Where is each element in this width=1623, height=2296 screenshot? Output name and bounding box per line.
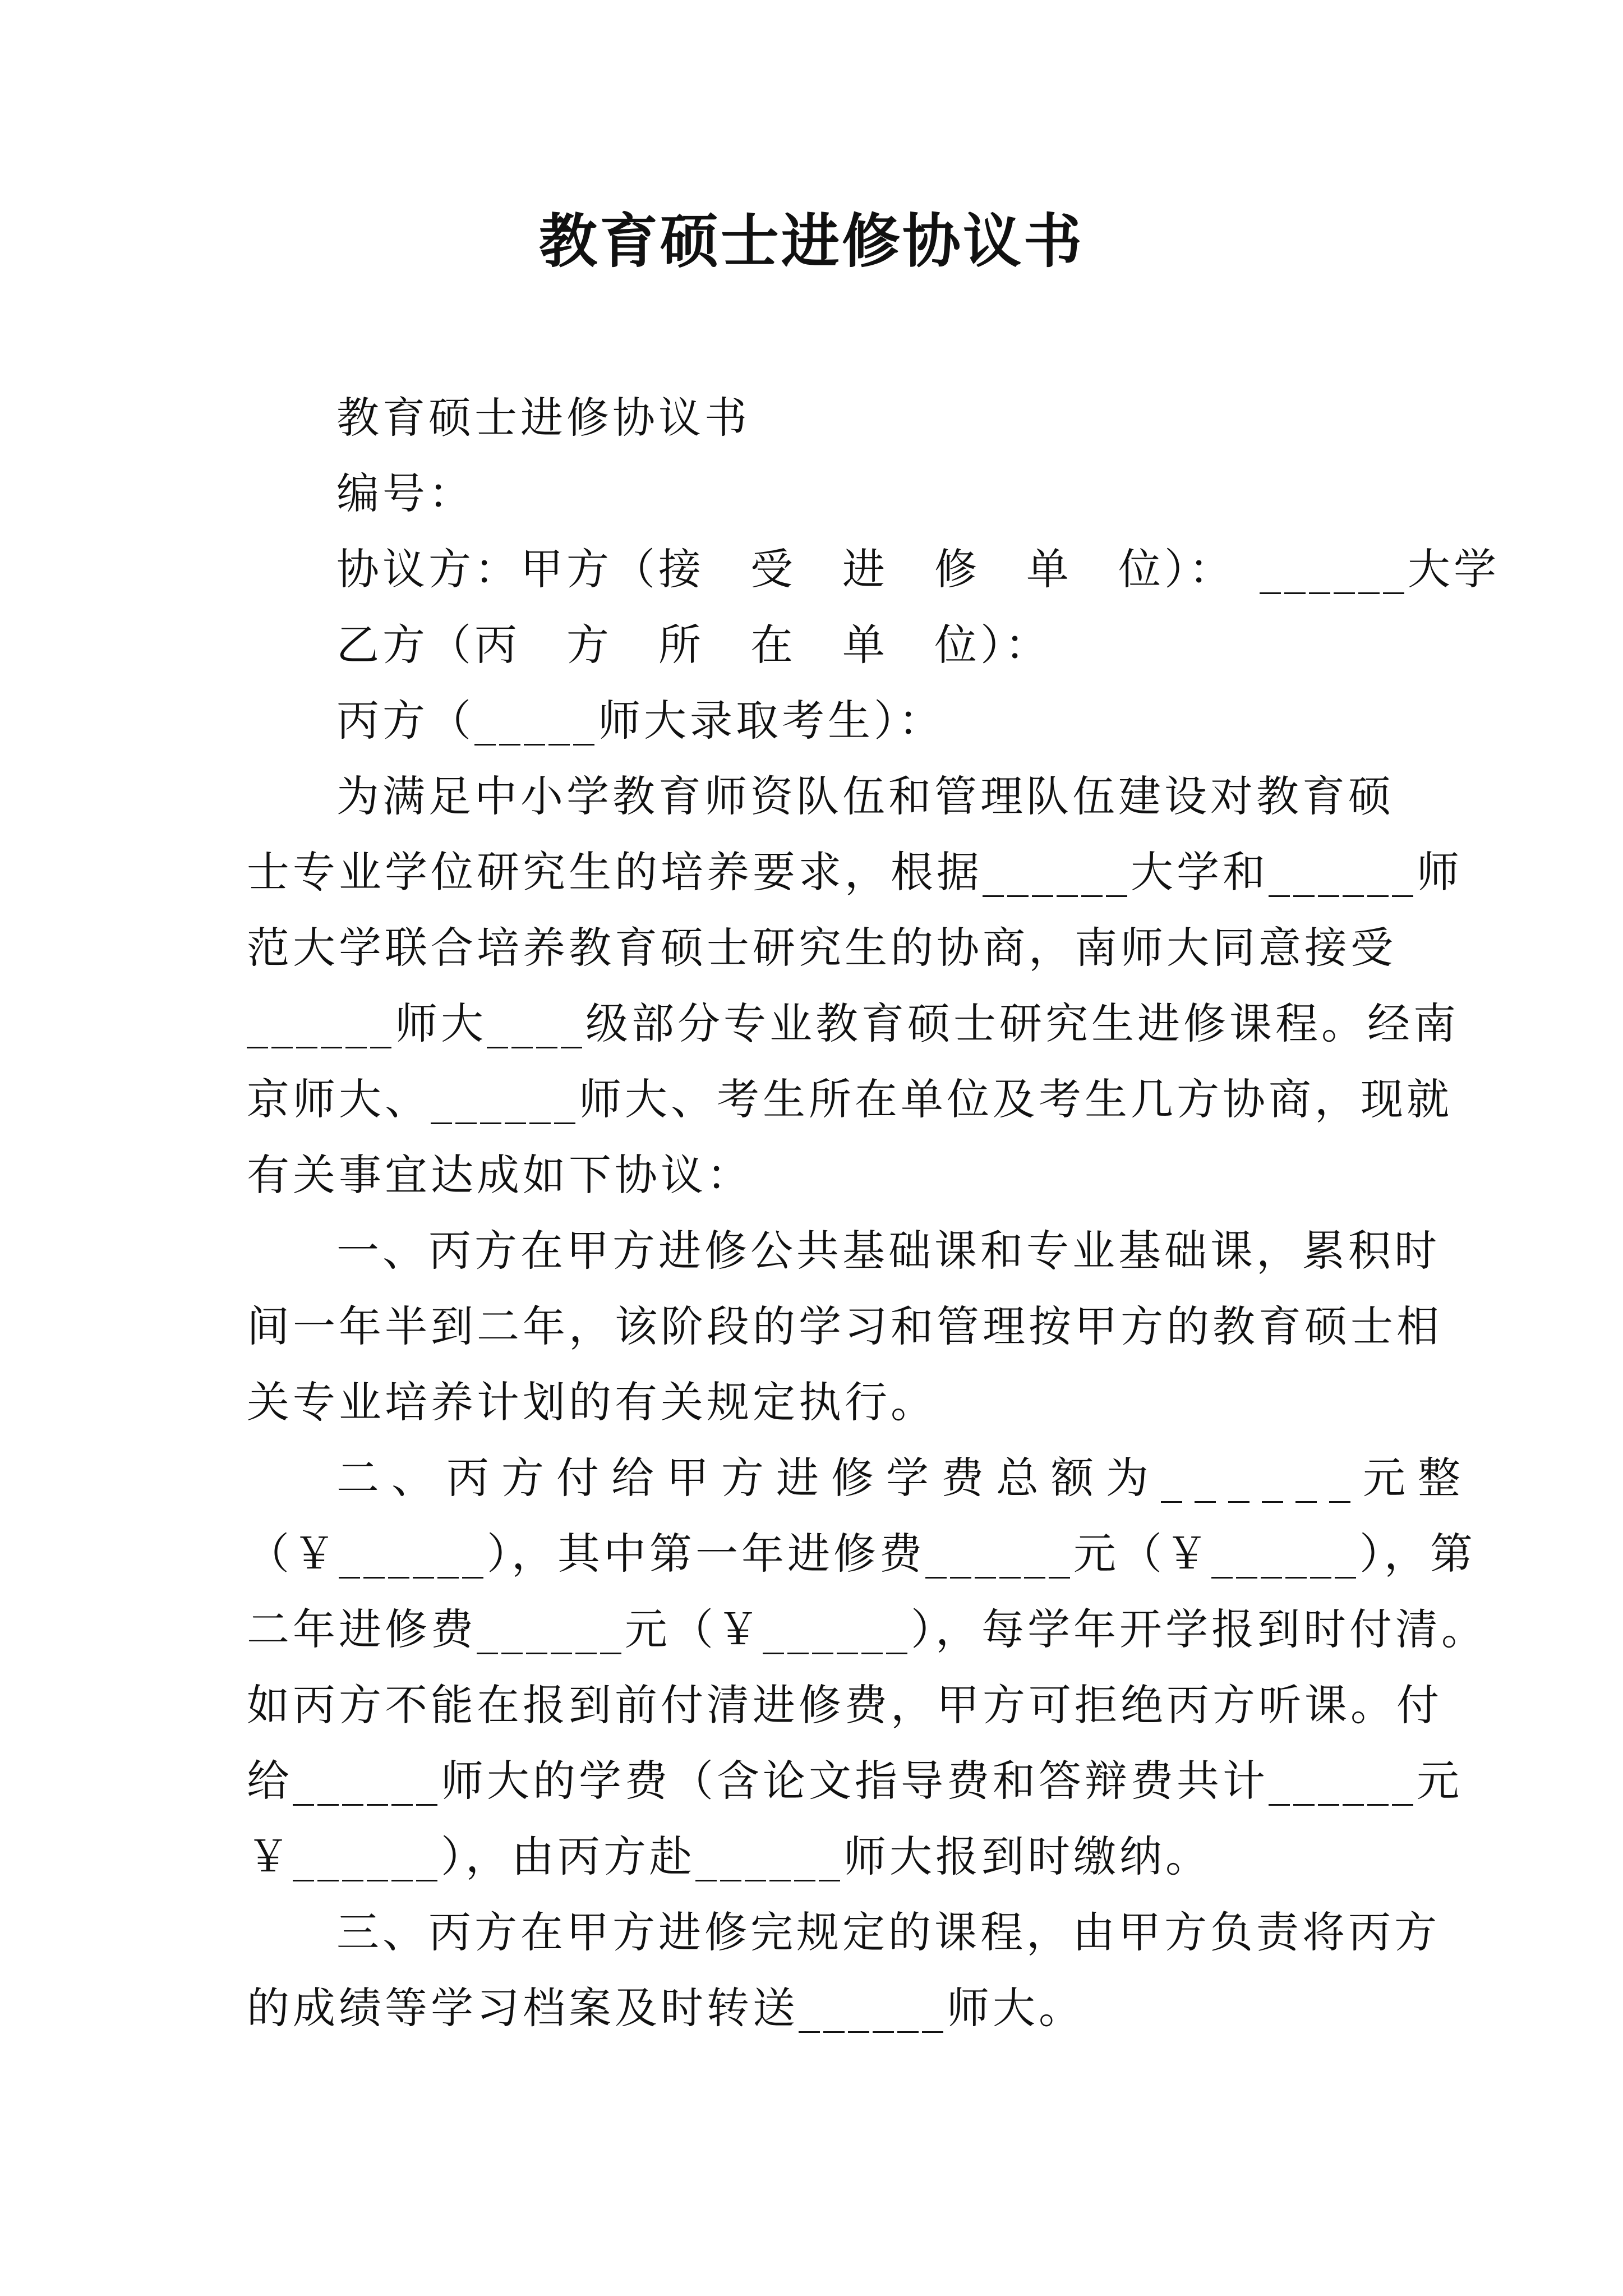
clause-3-line-2: 的成绩等学习档案及时转送______师大。 xyxy=(247,1983,1085,2033)
preamble-line-6: 有关事宜达成如下协议： xyxy=(247,1150,753,1200)
number-line: 编号： xyxy=(336,468,474,518)
clause-2-line-3: 二年进修费______元（￥______），每学年开学报到时付清。 xyxy=(247,1604,1487,1654)
preamble-line-1: 为满足中小学教育师资队伍和管理队伍建设对教育硕 xyxy=(336,771,1394,821)
preamble-line-3: 范大学联合培养教育硕士研究生的协商，南师大同意接受 xyxy=(247,923,1396,973)
clause-3-line-1: 三、丙方在甲方进修完规定的课程，由甲方负责将丙方 xyxy=(336,1907,1440,1957)
clause-2-line-2: （￥______），其中第一年进修费______元（￥______），第 xyxy=(247,1529,1476,1579)
clause-1-line-1: 一、丙方在甲方进修公共基础课和专业基础课，累积时 xyxy=(336,1226,1440,1276)
party-b-line: 乙方（丙 方 所 在 单 位）： xyxy=(336,620,1051,670)
clause-1-line-2: 间一年半到二年，该阶段的学习和管理按甲方的教育硕士相 xyxy=(247,1301,1442,1351)
clause-2-line-5: 给______师大的学费（含论文指导费和答辩费共计______元 xyxy=(247,1756,1463,1806)
preamble-line-5: 京师大、______师大、考生所在单位及考生几方协商，现就 xyxy=(247,1074,1453,1124)
clause-2-line-1: 二、丙方付给甲方进修学费总额为______元整 xyxy=(336,1453,1473,1503)
party-a-line: 协议方：甲方（接 受 进 修 单 位）： ______大学 xyxy=(336,544,1500,594)
clause-1-line-3: 关专业培养计划的有关规定执行。 xyxy=(247,1377,937,1427)
clause-2-line-6: ￥______），由丙方赴______师大报到时缴纳。 xyxy=(247,1832,1211,1881)
document-title: 教育硕士进修协议书 xyxy=(538,206,1084,275)
preamble-line-4: ______师大____级部分专业教育硕士研究生进修课程。经南 xyxy=(247,999,1459,1048)
party-c-line: 丙方（_____师大录取考生）： xyxy=(336,696,944,746)
subtitle-line: 教育硕士进修协议书 xyxy=(336,393,750,443)
clause-2-line-4: 如丙方不能在报到前付清进修费，甲方可拒绝丙方听课。付 xyxy=(247,1680,1442,1730)
preamble-line-2: 士专业学位研究生的培养要求，根据______大学和______师 xyxy=(247,847,1463,897)
